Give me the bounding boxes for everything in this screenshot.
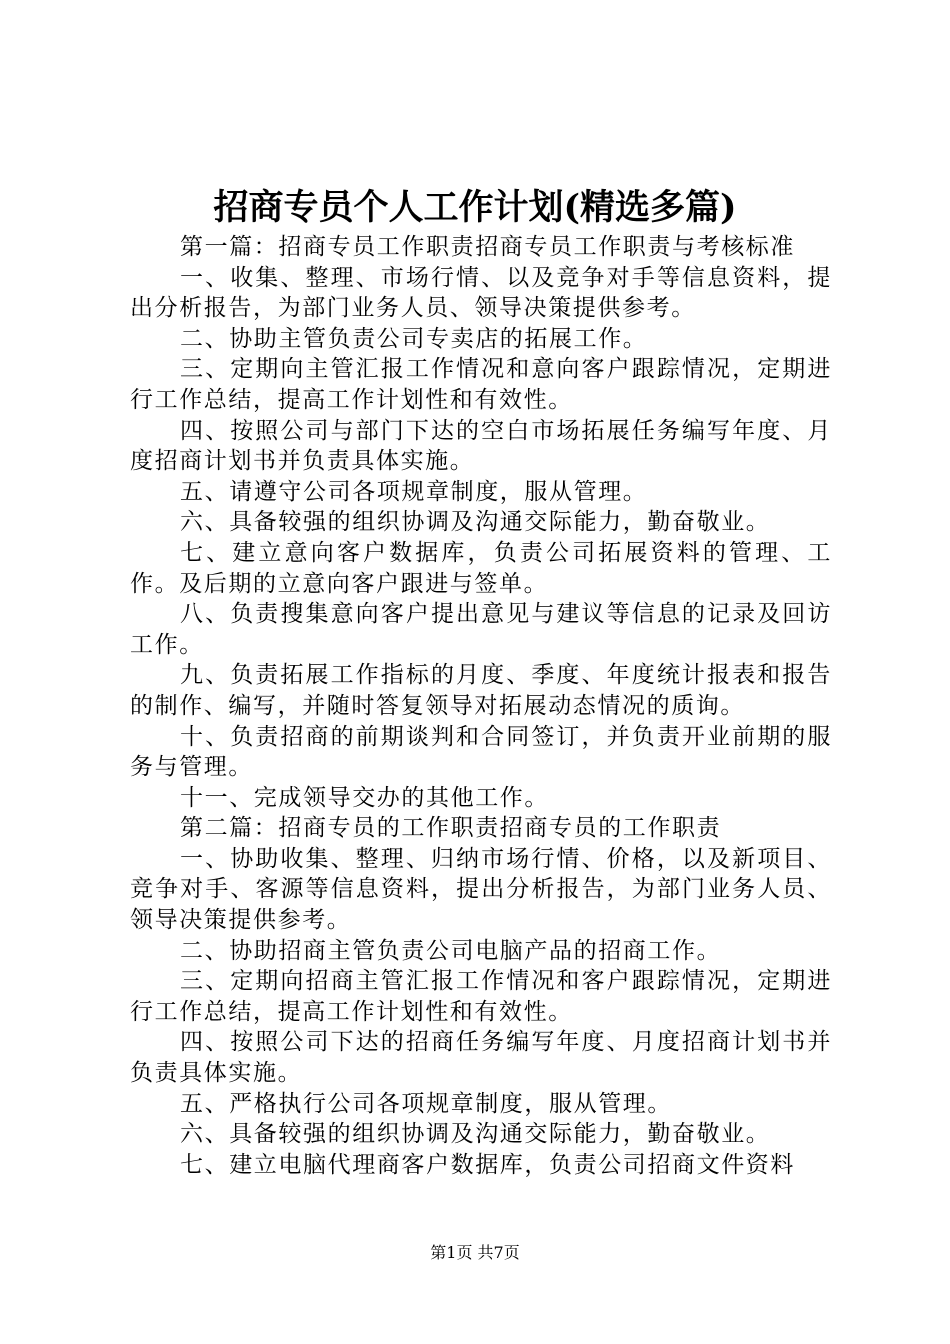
paragraph: 第二篇：招商专员的工作职责招商专员的工作职责 <box>180 815 722 842</box>
paragraph: 五、严格执行公司各项规章制度，服从管理。 <box>180 1090 672 1117</box>
document-title: 招商专员个人工作计划(精选多篇) <box>213 187 737 228</box>
paragraph: 四、按照公司下达的招商任务编写年度、月度招商计划书并负责具体实施。 <box>130 1029 832 1087</box>
paragraph: 一、收集、整理、市场行情、以及竞争对手等信息资料，提出分析报告，为部门业务人员、领导决策提供参考。 <box>130 264 832 322</box>
paragraph: 二、协助招商主管负责公司电脑产品的招商工作。 <box>180 937 722 964</box>
paragraph: 九、负责拓展工作指标的月度、季度、年度统计报表和报告的制作、编写，并随时答复领导对拓展动态情况的质询。 <box>130 662 832 719</box>
paragraph: 十、负责招商的前期谈判和合同签订，并负责开业前期的服务与管理。 <box>130 723 832 781</box>
paragraph: 三、定期向招商主管汇报工作情况和客户跟踪情况，定期进行工作总结，提高工作计划性和有效性。 <box>130 968 832 1025</box>
page-footer: 第1页 共7页 <box>430 1243 520 1262</box>
paragraph: 五、请遵守公司各项规章制度，服从管理。 <box>180 478 648 505</box>
document-body <box>130 232 832 1180</box>
paragraph: 七、建立电脑代理商客户数据库，负责公司招商文件资料 <box>180 1151 795 1178</box>
paragraph: 七、建立意向客户数据库，负责公司拓展资料的管理、工作。及后期的立意向客户跟进与签单。 <box>130 539 832 597</box>
paragraph: 三、定期向主管汇报工作情况和意向客户跟踪情况，定期进行工作总结，提高工作计划性和有效性。 <box>130 356 832 413</box>
paragraph: 六、具备较强的组织协调及沟通交际能力，勤奋敬业。 <box>180 509 771 536</box>
paragraph: 十一、完成领导交办的其他工作。 <box>180 784 549 811</box>
paragraph: 四、按照公司与部门下达的空白市场拓展任务编写年度、月度招商计划书并负责具体实施。 <box>130 417 832 475</box>
paragraph: 一、协助收集、整理、归纳市场行情、价格，以及新项目、竞争对手、客源等信息资料，提出分析报告，为部门业务人员、领导决策提供参考。 <box>130 845 832 934</box>
paragraph: 二、协助主管负责公司专卖店的拓展工作。 <box>180 325 648 352</box>
paragraph: 八、负责搜集意向客户提出意见与建议等信息的记录及回访工作。 <box>130 601 832 658</box>
paragraph: 第一篇：招商专员工作职责招商专员工作职责与考核标准 <box>180 234 795 260</box>
paragraph: 六、具备较强的组织协调及沟通交际能力，勤奋敬业。 <box>180 1121 771 1148</box>
